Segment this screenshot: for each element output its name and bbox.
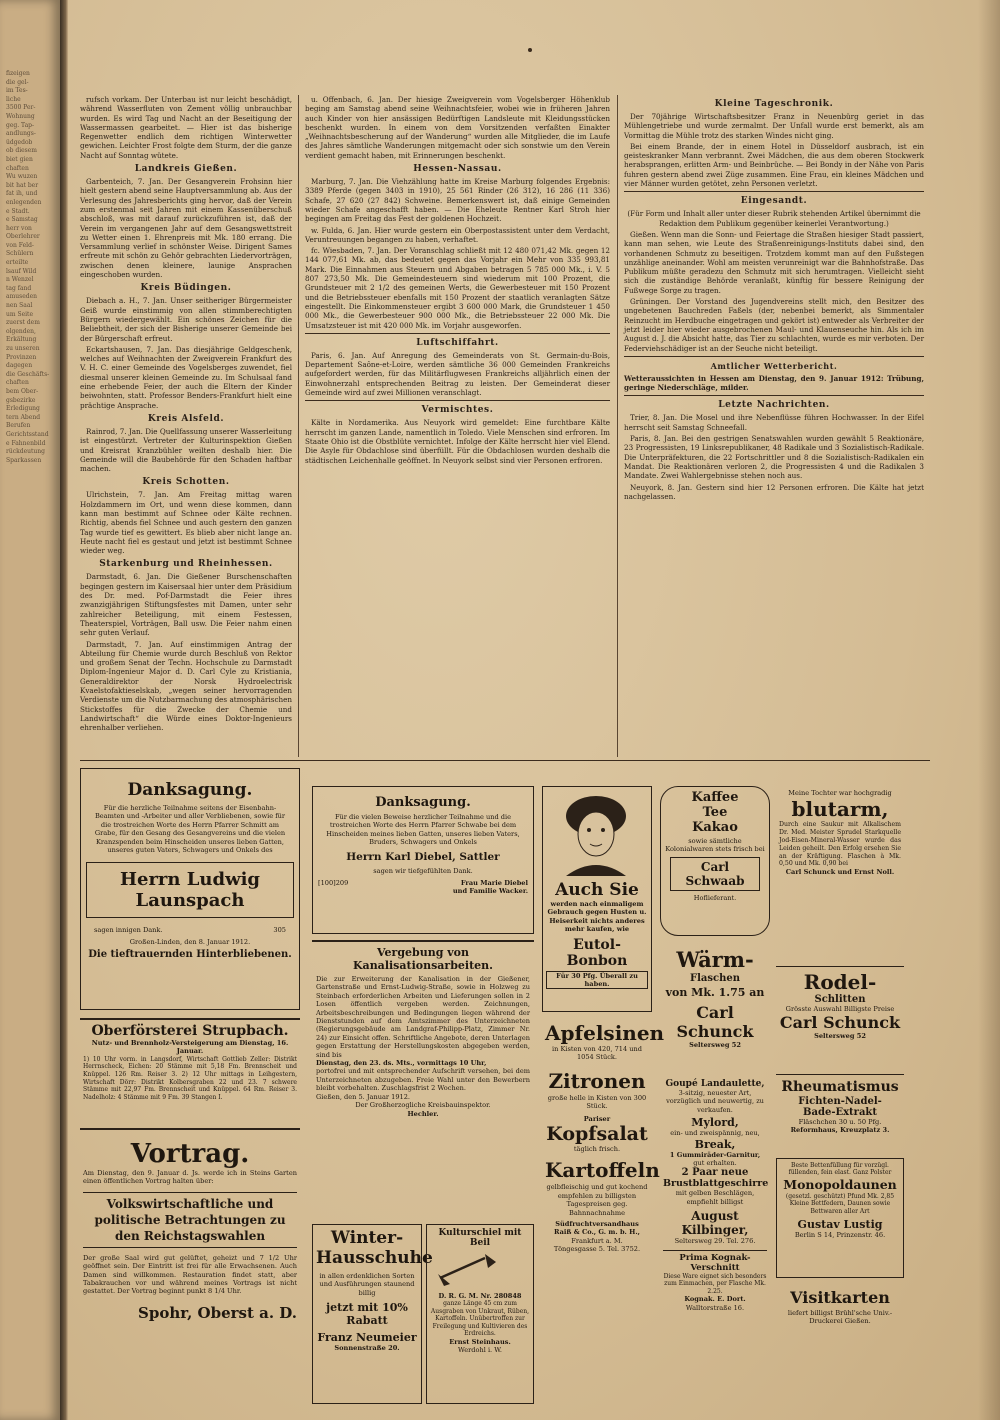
article-text: Rainrod, 7. Jan. Die Quellfassung unserer Wasserleitung ist eingestürzt. Vertreter der Kulturinspektion Gießen und Kreisrat Kranzbühler weilten deshalb hier. Die Gemeinde will die Baubehörde für den Schaden haftbar machen. <box>80 426 292 474</box>
section-heading: Vermischtes. <box>421 405 494 416</box>
ad-line <box>318 879 528 896</box>
ad-text: Durch eine Saukur mit Alkalischem Dr. Med. Meister Sprudel Starkquelle Jod-Eisen-Mineral-Wasser wurde das Leiden geheilt. Den Erfolg ersehen Sie an der Kräftigung. Flaschen à Mk. 0,50 und Mk. 0,90 bei <box>779 821 901 868</box>
ad-price: Fläschchen 30 u. 50 Pfg. <box>798 1118 882 1126</box>
ad-date: Dienstag, den 23. ds. Mts., vormittags 10 Uhr, <box>316 1059 487 1068</box>
ad-title: Kakao <box>692 820 738 835</box>
section-heading: Starkenburg und Rheinhessen. <box>99 559 273 570</box>
ad-signature: Die tieftrauernden Hinterbliebenen. <box>88 949 292 961</box>
ad-vortrag <box>80 1136 300 1406</box>
ad-danksagung-launspach <box>80 768 300 1010</box>
article-text: Ulrichstein, 7. Jan. Am Freitag mittag waren Holzdammern im Ort, und wenn diese kommen, dann kann man bestimmt auf Schnee oder Kälte rechnen. Richtig, abends fiel Schnee und auch gestern den ganzen Tag wurde tief es gewittert. Es blieb aber nicht lange an. Heute nacht fiel es gestaut und jetzt ist bestimmt Schnee wieder weg. <box>80 490 292 556</box>
article-text: Gießen. Wenn man die Sonn- und Feiertage die Straßen hiesiger Stadt passiert, kann man sehen, wie Leute des Straßenreinigungs-Instituts dabei sind, den vorhandenen Schmutz zu beseitigen. Trotzdem kommt man auf den Fußstegen unzählige aneinander. Wohl am meisten verunreinigt war die Bahnhofstraße. Das Publikum müßte geradezu den Schmutz mit sich herumtragen. Vielleicht sieht sich die zuständige Behörde veranlaßt, künftig für bessere Reinigung der Fußwege Sorge zu tragen. <box>624 229 924 295</box>
ad-title: Rheumatismus <box>781 1079 899 1095</box>
ad-number: 305 <box>273 926 286 935</box>
adjacent-page-line: bem Ober- <box>6 387 39 395</box>
ad-price: von Mk. 1.75 an <box>665 986 765 999</box>
ad-winter-hausschuhe <box>312 1224 433 1404</box>
article-text: Garbenteich, 7. Jan. Der Gesangverein Frohsinn hier hielt gestern abend seine Hauptversammlung ab. Aus der Verlesung des Jahresberichts ging hervor, daß der Verein zum erstenmal seit Jahren mit einem Kassenüberschuß abschloß, was mit darauf zurückzuführen ist, daß der Verein im vergangenen Jahr auf dem Gesangswettstreit zu Wetter einen 1. Ehrenpreis mit Mk. 180 errang. Die Versammlung verlief in schönster Weise. Dirigent Sames erfreute mit schön zu Gehör gebrachten Liedervorträgen, zwischen denen kleinere, launige Ansprachen eingeschoben wurden. <box>80 177 292 280</box>
ad-text: sowie sämtliche Kolonialwaren stets frisch bei <box>665 837 765 854</box>
column-rule <box>617 95 618 757</box>
ad-name: Herrn Ludwig Launspach <box>86 862 294 918</box>
adjacent-page-line: dagegen <box>6 362 33 370</box>
ad-line <box>86 926 294 934</box>
ad-title: Vergebung von Kanalisationsarbeiten. <box>353 946 493 972</box>
ad-number: [100]209 <box>318 879 349 888</box>
ad-text: Der große Saal wird gut gelüftet, geheizt und 7 1/2 Uhr geöffnet sein. Der Eintritt ist frei für alle Erwachsenen. Auch Damen sind willkommen. Restauration findet statt, aber Tabakrauchen vor und während meines Vortrags ist nicht gestattet. Der Vortrag beginnt punkt 8 1/4 Uhr. <box>83 1253 297 1296</box>
ad-signature-block <box>453 879 528 896</box>
adjacent-page-line: lsauf Wild <box>6 267 37 275</box>
adjacent-page-line: zu unseren <box>6 345 40 352</box>
ad-theme: Volkswirtschaftliche und politische Betrachtungen zu den Reichstagswahlen <box>83 1192 297 1248</box>
adjacent-page-line: bit hat ber <box>6 181 39 189</box>
section-rule <box>80 760 930 761</box>
ad-text: Hoflieferant. <box>693 893 737 902</box>
ad-kulturschiel <box>426 1224 534 1404</box>
adjacent-page-line: chaften <box>6 379 29 387</box>
section-heading: Luftschiffahrt. <box>416 337 499 348</box>
adjacent-page-line: zuerst dem <box>6 319 40 327</box>
ad-patent: D. R. G. M. Nr. 280848 <box>438 1292 522 1300</box>
page-edge-shadow <box>978 0 1000 1420</box>
ad-title: Vortrag. <box>130 1139 250 1169</box>
ad-address: Reformhaus, Kreuzplatz 3. <box>790 1126 890 1135</box>
ad-rheumatismus <box>776 1074 904 1154</box>
ad-text: liefert billigst Brühl'sche Univ.-Druckerei Gießen. <box>787 1309 893 1326</box>
ad-text: 1) 10 Uhr vorm. in Langsdorf, Wirtschaft Gottlieb Zeller: Distrikt Herrnscheck, Eichen: 20 Stämme mit 5,18 Fm. Brennscheit und Knüppel. 126 Rm. Reiser 3. 2) 12 Uhr mittags in Leihgestern, Wirtschaft Dörr: Distrikt Kolbersgraben 22 und 23. 7 schwere Stämme mit 22,97 Fm. Brennscheit und Knüppel. 64 Rm. Reiser 3. Nadelholz: 4 Stämme mit 9 Fm. 39 Stangen I. <box>83 1055 297 1101</box>
ad-address: Carl Schunck und Ernst Noll. <box>785 868 895 877</box>
ad-monopoldaunen <box>776 1158 904 1278</box>
ad-item: 2 Paar neue <box>681 1167 749 1179</box>
section-heading: Kreis Alsfeld. <box>147 413 225 424</box>
ad-text: Am Dienstag, den 9. Januar d. Js. werde ich in Steins Garten einen öffentlichen Vortrag halten über: <box>83 1169 297 1186</box>
ad-text: gelbfleischig und gut kochend empfehlen zu billigsten Tagespreisen geg. Bahnnachnahme <box>546 1183 648 1217</box>
ad-name: Herrn Karl Diebel, Sattler <box>346 850 500 863</box>
ad-item: 1 Gummiräder-Garnitur, <box>669 1150 761 1159</box>
adjacent-page-strip <box>0 0 60 1420</box>
ad-item: Break, <box>694 1137 736 1151</box>
ad-place: Frankfurt a. M. <box>571 1236 623 1245</box>
ad-text: Pariser <box>583 1114 611 1123</box>
ad-title: Oberförsterei Strupbach. <box>91 1023 289 1039</box>
ad-text: Für die vielen Beweise herzlicher Teilnahme und die trostreichen Worte des Herrn Pfarrer Schwabe bei dem Hinscheiden meines lieben Gatten, unseres lieben Vaters, Bruders, Schwagers und Onkels <box>326 813 520 847</box>
divider <box>624 395 924 396</box>
adjacent-page-line: Berufen <box>6 422 31 430</box>
ad-name: Raiß & Co., G. m. b. H., <box>554 1228 640 1237</box>
ad-name: Kognak. E. Dort. <box>684 1295 746 1304</box>
section-heading: Kreis Schotten. <box>142 477 230 488</box>
adjacent-page-line: die gel- <box>6 78 29 86</box>
adjacent-page-line: andlungs- <box>6 130 36 138</box>
ad-waermflaschen <box>660 944 770 1070</box>
divider <box>624 191 924 192</box>
ad-address: Walltorstraße 16. <box>685 1303 745 1312</box>
ad-title: Zitronen <box>548 1068 646 1093</box>
section-heading: Letzte Nachrichten. <box>718 400 830 411</box>
ad-title: Monopoldaunen <box>783 1176 897 1192</box>
article-text: Marburg, 7. Jan. Die Viehzählung hatte im Kreise Marburg folgendes Ergebnis: 3389 Pferde (gegen 3403 in 1910), 25 561 Rinder (26 312), 16 286 (11 336) Schafe, 27 620 (27 842) Schweine. Bemerkenswert ist, daß einige Gemeinden wieder Schafe angeschafft haben. — Die Eheleute Rentner Karl Stroh hier begingen am Freitag das Fest der goldenen Hochzeit. <box>305 177 610 224</box>
ad-address: Seltersweg 29. Tel. 276. <box>674 1237 756 1246</box>
ad-text: mit gelben Beschlägen, empfiehlt billigst <box>675 1189 755 1206</box>
article-text: Darmstadt, 6. Jan. Die Gießener Burschenschaften begingen gestern im Kaisersaal hier unter dem Präsidium des Dr. med. Pof-Darmstadt die Feier ihres zwanzigjährigen Stiftungsfestes mit Damen, unter sehr zahlreicher Beteiligung, mit einem Festessen, Theaterspiel, Vorträgen, Ball usw. Die Feier nahm einen sehr guten Verlauf. <box>80 572 292 638</box>
ad-oberfoersterei <box>80 1018 300 1130</box>
ad-title: Wärm- <box>676 947 754 972</box>
adjacent-page-line: n Wenzel <box>6 276 34 284</box>
divider <box>624 356 924 357</box>
ad-title: Danksagung. <box>127 780 253 800</box>
article-text: Paris, 8. Jan. Bei den gestrigen Senatswahlen wurden gewählt 5 Reaktionäre, 23 Progressisten, 19 Linksrepublikaner, 48 Radikale und 3 Sozialistisch-Radikale. Die Unterpräfekturen, die 22 Fortschrittler und 8 die Sozialistisch-Radikalen ein Mandat. Die Reaktionären verloren 2, die Progressisten 4 und die Radikalen 3 Mandate. Zwei Wahlergebnisse stehen noch aus. <box>624 434 924 481</box>
ad-title: Auch Sie <box>555 880 639 900</box>
adjacent-page-line: tag fand <box>6 284 32 292</box>
article-text: Grüningen. Der Vorstand des Jugendvereins stellt mich, den Besitzer des ungebetenen Bauchreden Faßels (der, nebenbei bemerkt, als Simmentaler Reinzucht im Herdbuche eingetragen und gekört ist) entweder als Verbreiter der jetzt leider hier wieder ausgebrochenen Maul- und Klauenseuche hin. Als ich im August d. J. die Absicht hatte, das Tier zu schlachten, wurde es mir verboten. Der Federviehschädiger ist an der Seuche nicht beteiligt. <box>624 297 924 353</box>
ad-text: große helle in Kisten von 300 Stück. <box>547 1093 647 1111</box>
ad-title: Danksagung. <box>375 795 471 810</box>
ad-vergebung-kanalisation <box>312 940 534 1218</box>
article-text: rufsch vorkam. Der Unterbau ist nur leicht beschädigt, während Wasserfluten von Zement völlig unbrauchbar wurden. Es wird Tag und Nacht an der Beseitigung der Wassermassen gearbeitet. — Hier ist das bisherige Regenwetter endlich dem richtigen Winterwetter gewichen. Leichter Frost folgte dem Sturm, der die ganze Nacht auf Sonntag wütete. <box>80 95 292 160</box>
ad-rodelschlitten <box>776 966 904 1070</box>
adjacent-page-line: Oberlehrer <box>6 233 40 241</box>
ad-text: 3-sitzig, neuester Art, vorzüglich und neuwertig, zu verkaufen. <box>666 1089 764 1114</box>
ad-text: in Kisten von 420, 714 und 1054 Stück. <box>552 1045 642 1062</box>
woman-portrait-icon <box>546 790 646 876</box>
adjacent-page-line: Erkältung <box>6 336 37 344</box>
ad-title: Kartoffeln <box>545 1158 660 1183</box>
ad-kilbinger-wagen <box>660 1076 770 1366</box>
ad-name: Carl Schwaab <box>670 857 760 891</box>
hoe-icon <box>430 1248 530 1288</box>
ad-eutol-bonbon <box>542 786 652 1012</box>
section-heading: Kreis Büdingen. <box>140 283 232 294</box>
ad-title: Kulturschiel mit Beil <box>438 1228 522 1248</box>
adjacent-page-line: nen Saal <box>6 302 33 310</box>
adjacent-page-line: Gerichtsstand <box>6 430 49 438</box>
ad-text: gut erhalten. <box>693 1159 737 1168</box>
ad-title: Winter-Hausschuhe <box>316 1228 433 1268</box>
adjacent-page-line: Wu wuzen <box>6 173 38 181</box>
ad-text: Diese Ware eignet sich besonders zum Einmachen, per Flasche Mk. 2.25. <box>663 1272 767 1295</box>
article-text: Diebach a. H., 7. Jan. Unser seitheriger Bürgermeister Geiß wurde einstimmig von allen stimmberechtigten Bürgern wiedergewählt. Ein schönes Zeichen für die Beliebtheit, der sich der Bisherige unserer Gemeinde bei der Bürgerschaft erfreut. <box>80 296 292 343</box>
column-rule <box>298 95 299 757</box>
ad-text: Meine Tochter war hochgradig <box>788 789 892 797</box>
article-text: u. Offenbach, 6. Jan. Der hiesige Zweigverein vom Vogelsberger Höhenklub beging am Samstag abend seine Weihnachtsfeier, wobei wie in früheren Jahren auch Kinder von hier ansässigen Bedürftigen Landsleute mit Kleidungsstücken beschenkt wurden. In einem von dem Vorsitzenden verfaßten Einakter „Weihnachtsbescherung auf der Wanderung“ wurden alle Mitglieder, die im Laufe des Jahres sämtliche Wanderungen mitgemacht oder sich sonstwie um den Verein verdient gemacht haben, mit Erinnerungen beschenkt. <box>305 95 610 160</box>
adjacent-page-line: Schülern <box>6 250 34 258</box>
ad-item: Mylord, <box>691 1116 739 1130</box>
ad-name: Ernst Steinhaus. <box>449 1337 511 1346</box>
ad-blutarm <box>776 786 904 962</box>
ad-name: August Kilbinger, <box>681 1209 749 1238</box>
ad-title: Kopfsalat <box>546 1123 648 1146</box>
article-text: Der 70jährige Wirtschaftsbesitzer Franz in Neuenbürg geriet in das Mühlengetriebe und wurde zermalmt. Der Unfall wurde erst bemerkt, als am Vormittag die Mühle trotz des starken Windes nicht ging. <box>624 112 924 140</box>
ad-name: Franz Neumeier <box>317 1331 417 1345</box>
adjacent-page-line: fat ih, und <box>6 190 38 198</box>
ad-text: sagen wir tiefgefühlten Dank. <box>373 866 473 875</box>
ad-place: Gießen, den 5. Januar 1912. <box>316 1092 410 1101</box>
ad-rabatt: jetzt mit 10% Rabatt <box>326 1301 408 1328</box>
divider <box>305 333 610 334</box>
ad-text: ganze Länge 45 cm zum Ausgraben von Unkraut, Rüben, Kartoffeln. Unübertroffen zur Freilegung und Kultivieren des Erdreichs. <box>430 1300 530 1338</box>
ad-title: Rodel- <box>803 970 877 994</box>
ad-item: Goupé Landaulette, <box>665 1079 765 1089</box>
ad-text: Für die herzliche Teilnahme seitens der Eisenbahn-Beamten und -Arbeiter und aller Verbliebenen, sowie für die trostreichen Worte des Herrn Pfarrer Schmitt am Grabe, für den Gesang des Gesangvereins und die vielen Kranzspenden beim Hinscheiden unseres lieben Gatten, unseres guten Vaters, Schwagers und Onkels des <box>94 804 286 855</box>
ad-signature: Hechler. <box>407 1109 439 1118</box>
ad-title: Kaffee <box>691 790 739 805</box>
ad-text: in allen erdenklichen Sorten und Ausführungen staunend billig <box>319 1272 415 1297</box>
ad-text: portofrei und mit entsprechender Aufschrift versehen, bei dem Unterzeichneten abzugeben. Freie Wahl unter den Bewerbern bleibt vorbehalten. Zuschlagsfrist 2 Wochen. <box>316 1067 530 1093</box>
section-heading: Eingesandt. <box>740 196 808 207</box>
section-heading: Landkreis Gießen. <box>134 164 238 175</box>
adjacent-page-line: liche <box>6 95 21 103</box>
column-3 <box>624 95 924 757</box>
divider <box>305 400 610 401</box>
ad-address: Sonnenstraße 20. <box>334 1344 400 1353</box>
adjacent-page-line: rückdeutung <box>6 448 45 456</box>
adjacent-page-line: herr von <box>6 224 32 232</box>
section-heading: Amtlicher Wetterbericht. <box>710 360 838 371</box>
ad-signature: Spohr, Oberst a. D. <box>138 1303 297 1322</box>
ad-text: (gesetzl. geschützt) Pfund Mk. 2,85 Kleine Bettfedern, Daunen sowie Bettwaren aller Art <box>785 1192 895 1215</box>
adjacent-page-line: biet gien <box>6 155 33 163</box>
ad-title: Visitkarten <box>790 1288 890 1307</box>
column-2 <box>305 95 610 757</box>
ad-title: Apfelsinen <box>545 1021 665 1045</box>
ad-item: Brustblattgeschirre <box>663 1178 769 1190</box>
ad-text: täglich frisch. <box>573 1145 621 1154</box>
adjacent-page-line: e Samstag <box>6 216 38 224</box>
ad-price: Für 30 Pfg. Überall zu haben. <box>546 971 648 990</box>
section-heading: Hessen-Nassau. <box>413 164 502 175</box>
ad-danksagung-diebel <box>312 786 534 934</box>
adjacent-page-line: von Feld- <box>6 241 34 249</box>
ad-signature: Frau Marie Diebel <box>460 879 528 888</box>
article-text: w. Fulda, 6. Jan. Hier wurde gestern ein Oberpostassistent unter dem Verdacht, Veruntreuungen begangen zu haben, verhaftet. <box>305 225 610 244</box>
ad-address: Töngesgasse 5. Tel. 3752. <box>553 1245 641 1254</box>
ad-address: Seltersweg 52 <box>689 1041 741 1049</box>
ad-text: Grösste Auswahl Billigste Preise <box>785 1005 895 1013</box>
article-text: Darmstadt, 7. Jan. Auf einstimmigen Antrag der Abteilung für Chemie wurde durch Beschluß von Rektor und großem Senat der Techn. Hochschule zu Darmstadt Diplom-Ingenieur Major d. D. Carl Cyle zu Kristiania, Generaldirektor der Norsk Hydroelectrisk Kvaelstofaktieselskab, „wegen seiner hervorragenden Verdienste um die Nutzbarmachung des atmosphärischen Stickstoffes für die Zwecke der Chemie und Landwirtschaft“ die Würde eines Doktor-Ingenieurs ehrenhalber verliehen. <box>80 639 292 733</box>
article-text: fc. Wiesbaden, 7. Jan. Der Voranschlag schließt mit 12 480 071,42 Mk. gegen 12 144 077,61 Mk. ab, das bedeutet gegen das Vorjahr ein Mehr von 335 993,81 Mark. Die Einnahmen aus Steuern und Abgaben betragen 5 785 000 Mk., i. V. 5 807 273,50 Mk. Die Gemeindesteuern sind wiederum mit 100 Prozent, die Grundsteuer mit 2 1/2 des gemeinen Werts, die Gewerbesteuer mit 150 Prozent und die Betriebssteuer ebenfalls mit 150 Prozent der staatlich veranlagten Sätze eingestellt. Die Einkommensteuer ergibt 3 600 000 Mark, die Grundsteuer 1 450 000 Mk., die Gewerbesteuer 900 000 Mk., die Betriebssteuer 22 000 Mk. Die Umsatzsteuer ist mit 420 000 Mk. im Vorjahr ausgeworfen. <box>305 246 610 330</box>
adjacent-page-line: geg. Tap- <box>6 121 35 129</box>
adjacent-page-line: Sparkassen <box>6 456 42 464</box>
adjacent-page-line: tern Abend <box>6 413 41 421</box>
adjacent-page-line: im Tes- <box>6 87 28 95</box>
ad-kaffee-tee-kakao <box>660 786 770 936</box>
ad-text: sagen innigen Dank. <box>94 926 163 935</box>
adjacent-page-line: erteilte <box>6 259 29 267</box>
ad-text: ein- und zweispännig, neu, <box>670 1129 760 1138</box>
adjacent-page-line: die Geschäfts- <box>6 370 50 378</box>
adjacent-page-line: ob diesem <box>6 147 37 155</box>
ad-subtitle: Bade-Extrakt <box>803 1107 877 1118</box>
section-heading: Kleine Tageschronik. <box>714 99 834 109</box>
adjacent-page-line: 3500 Per- <box>6 104 36 112</box>
ad-subtitle: Fichten-Nadel- <box>798 1096 882 1107</box>
adjacent-page-line: um Seite <box>6 310 34 318</box>
adjacent-page-line: e Stadt. <box>6 207 30 215</box>
article-text: Neuyork, 8. Jan. Gestern sind hier 12 Personen erfroren. Die Kälte hat jetzt nachgelassen. <box>624 482 924 501</box>
adjacent-page-line: olgenden, <box>6 327 36 335</box>
ad-name: Carl Schunck <box>779 1013 901 1033</box>
column-1 <box>80 95 292 757</box>
ad-subtitle: Flaschen <box>690 973 740 984</box>
adjacent-page-line: amuseden <box>6 293 38 301</box>
ad-place: Großen-Linden, den 8. Januar 1912. <box>129 937 251 946</box>
adjacent-page-line: chaften <box>6 164 29 172</box>
binding-hole <box>528 48 532 52</box>
ad-text: Beste Bettenfüllung für vorzügl. füllenden, fein elast. Ganz Polster <box>788 1162 892 1177</box>
article-text: Paris, 6. Jan. Auf Anregung des Gemeinderats von St. Germain-du-Bois, Departement Saône-et-Loire, werden sämtliche 36 000 Gemeinden Frankreichs aufgefordert werden, für das Militärflugwesen Frankreichs alljährlich einen der Einwohnerzahl entsprechenden Beitrag zu leisten. Der Gemeinderat dieser Gemeinde wird auf zwei Millionen veranschlagt. <box>305 350 610 398</box>
adjacent-page-line: Provinzen <box>6 353 37 361</box>
ad-title: blutarm, <box>791 797 889 822</box>
ad-signature: und Familie Wacker. <box>452 887 528 896</box>
ad-name: Carl Schunck <box>676 1003 754 1041</box>
ad-visitkarten <box>776 1284 904 1364</box>
ad-address: Berlin S 14, Prinzenstr. 46. <box>794 1231 886 1240</box>
ad-item: Prima Kognak-Verschnitt <box>663 1250 767 1273</box>
adjacent-page-line: gsbezirke <box>6 396 36 404</box>
ad-address: Werdohl i. W. <box>458 1346 502 1355</box>
ad-text: Die zur Erweiterung der Kanalisation in der Gießener, Gartenstraße und Ernst-Ludwig-Straße, sowie in Holzweg zu Steinbach erforderlichen Arbeiten und Lieferungen sollen in 2 Losen öffentlich vergeben werden. Zeichnungen, Arbeitsbeschreibungen und Bedingungen liegen während der Dienststunden auf dem Amtszimmer des Unterzeichneten (Regierungsgebäude am Landgraf-Philipp-Platz, Zimmer Nr. 24) zur Einsicht offen. Schriftliche Angebote, deren Unterlagen gegen Erstattung der Herstellungskosten abgegeben werden, sind bis <box>316 975 530 1059</box>
ad-name: Gustav Lustig <box>797 1218 883 1232</box>
adjacent-page-line: fizeigen <box>6 70 30 77</box>
ad-suedfruchtversand <box>542 1018 665 1404</box>
adjacent-page-line: e Fahnenbild <box>6 439 46 447</box>
ad-subtitle: Schlitten <box>814 994 866 1005</box>
ad-subtitle: Nutz- und Brennholz-Versteigerung am Dienstag, 16. Januar. <box>91 1039 289 1056</box>
ad-signature: Der Großherzogliche Kreisbauinspektor. <box>355 1101 491 1110</box>
ad-address: Seltersweg 52 <box>814 1032 866 1041</box>
article-text: Bei einem Brande, der in einem Hotel in Düsseldorf ausbrach, ist ein geisteskranker Mann verbrannt. Zwei Mädchen, die aus dem oberen Stockwerk herabsprangen, erlitten Arm- und Beinbrüche. — Bei Bondy in der Nähe von Paris fuhren gestern abend zwei Züge zusammen. Eine Frau, ein kleines Mädchen und vier Männer wurden getötet, zehn Personen verletzt. <box>624 141 924 189</box>
ad-title: Tee <box>702 805 728 820</box>
adjacent-page-line: Wohnung <box>6 112 35 120</box>
article-text: Eckartshausen, 7. Jan. Das diesjährige Geldgeschenk, welches auf Weihnachten der Zweigverein Frankfurt des V. H. C. einer Gemeinde des Vogelsberges zuwendet, fiel diesmal unserer kleinen Gemeinde zu. Im Schulsaal fand eine erhebende Feier, der auch die Eltern der Kinder beiwohnten, statt. Professor Benders-Frankfurt hielt eine prächtige Ansprache. <box>80 344 292 410</box>
adjacent-page-line: üdgedob <box>6 138 33 146</box>
adjacent-page-line: enlegenden <box>6 198 42 206</box>
article-text: Trier, 8. Jan. Die Mosel und ihre Nebenflüsse führen Hochwasser. In der Eifel herrscht seit Samstag Schneefall. <box>624 413 924 432</box>
ad-text: werden nach einmaligem Gebrauch gegen Husten u. Heiserkeit nichts anderes mehr kaufen, wie <box>547 900 647 934</box>
ad-name: Südfruchtversandhaus <box>555 1220 639 1229</box>
ad-product: Eutol-Bonbon <box>566 936 628 969</box>
editorial-note: (Für Form und Inhalt aller unter dieser Rubrik stehenden Artikel übernimmt die Redaktion dem Publikum gegenüber keinerlei Verantwortung.) <box>627 209 921 228</box>
weather-report: Wetteraussichten in Hessen am Dienstag, den 9. Januar 1912: Trübung, geringe Niederschläge, milder. <box>624 373 924 393</box>
article-text: Kälte in Nordamerika. Aus Neuyork wird gemeldet: Eine furchtbare Kälte herrscht im ganzen Lande, namentlich in Toledo. Viele Menschen sind erfroren. Im Staate Ohio ist die Obstblüte vernichtet. Infolge der Kälte herrscht hier viel Elend. Die Asyle für Obdachlose sind überfüllt. Für die Obdachlosen wurden deshalb die städtischen Leichenhalle geöffnet. In Neuyork selbst sind vier Personen erfroren. <box>305 418 610 465</box>
page-gutter <box>60 0 68 1420</box>
adjacent-page-line: Erledigung <box>6 405 40 413</box>
